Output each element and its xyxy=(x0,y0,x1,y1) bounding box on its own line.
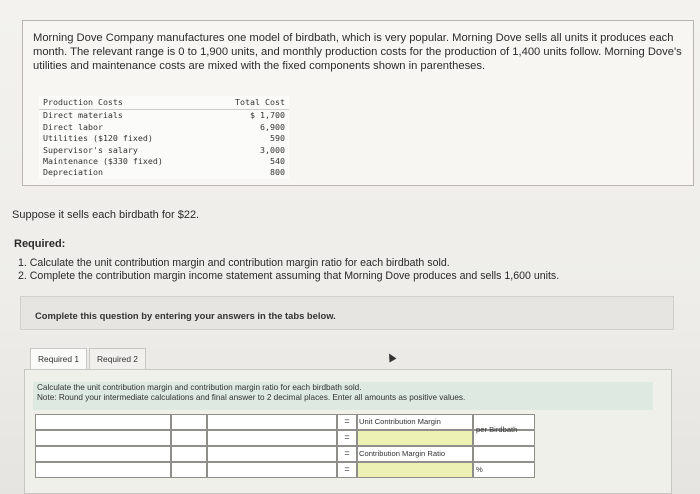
input-cell[interactable] xyxy=(35,446,171,462)
mouse-cursor-icon xyxy=(386,352,397,363)
header-label: Production Costs xyxy=(43,97,123,107)
grid-row-1 xyxy=(35,414,535,430)
problem-statement xyxy=(22,20,694,186)
cost-row-direct-labor xyxy=(39,122,289,133)
production-cost-table xyxy=(39,96,289,179)
cost-row-direct-materials xyxy=(39,110,289,121)
cost-value: 3,000 xyxy=(260,144,285,155)
input-cell[interactable] xyxy=(207,414,337,430)
required-heading: Required: xyxy=(14,238,66,250)
equals-sign: = xyxy=(344,448,350,458)
input-cell[interactable] xyxy=(207,430,337,446)
tab-required-1[interactable]: Required 1 xyxy=(30,348,87,370)
percent-label: % xyxy=(476,465,483,474)
cost-table-header xyxy=(39,96,289,110)
task-note: Note: Round your intermediate calculations and final answer to 2 decimal places. Enter all amounts as positive values. xyxy=(37,393,466,402)
input-cell[interactable] xyxy=(171,430,207,446)
selling-price-statement: Suppose it sells each birdbath for $22. xyxy=(12,209,200,221)
unit-contribution-margin-label: Unit Contribution Margin xyxy=(359,417,441,426)
cost-row-depreciation xyxy=(39,167,289,178)
cost-value: 6,900 xyxy=(260,121,285,132)
grid-row-2 xyxy=(35,425,535,446)
answer-tabs xyxy=(30,348,148,370)
input-cell[interactable] xyxy=(171,462,207,478)
cost-row-utilities xyxy=(39,133,289,144)
cost-label: Utilities ($120 fixed) xyxy=(43,133,153,144)
answer-grid xyxy=(35,414,535,478)
required-1-panel xyxy=(24,369,672,494)
unit-contribution-margin-input[interactable] xyxy=(357,430,473,446)
grid-row-4 xyxy=(35,462,535,478)
cost-row-maintenance xyxy=(39,156,289,167)
input-cell[interactable] xyxy=(171,446,207,462)
grid-row-3 xyxy=(35,446,535,462)
instruction-banner xyxy=(20,296,674,330)
input-cell[interactable] xyxy=(35,462,171,478)
task-instructions xyxy=(33,382,653,410)
cost-label: Supervisor's salary xyxy=(43,144,138,155)
equals-sign: = xyxy=(344,416,350,426)
requirement-2: 2. Complete the contribution margin income statement assuming that Morning Dove produces and sells 1,600 units. xyxy=(18,270,560,282)
input-cell[interactable] xyxy=(35,414,171,430)
equals-sign: = xyxy=(344,432,350,442)
cost-row-supervisor-salary xyxy=(39,145,289,156)
intro-text: Morning Dove Company manufactures one model of birdbath, which is very popular. Morning Dove sells all units it produces each month. The relevant range is 0 to 1,900 units, and monthly production costs for the production of 1,400 units follow. Morning Dove's utilities and maintenance costs are mixed with the fixed components shown in parentheses. xyxy=(33,32,682,72)
contribution-margin-ratio-input[interactable] xyxy=(357,462,473,478)
cost-label: Direct materials xyxy=(43,110,123,121)
instruction-text: Complete this question by entering your answers in the tabs below. xyxy=(35,310,336,321)
input-cell[interactable] xyxy=(171,414,207,430)
cost-value: $ 1,700 xyxy=(250,110,285,121)
cost-label: Maintenance ($330 fixed) xyxy=(43,156,163,167)
requirements-list xyxy=(18,257,559,283)
tab-required-2[interactable]: Required 2 xyxy=(89,348,146,370)
input-cell[interactable] xyxy=(207,446,337,462)
cost-label: Direct labor xyxy=(43,121,103,132)
input-cell[interactable] xyxy=(35,430,171,446)
cost-value: 800 xyxy=(270,167,285,178)
cost-value: 590 xyxy=(270,133,285,144)
task-line-1: Calculate the unit contribution margin and contribution margin ratio for each birdbath sold. xyxy=(37,383,362,392)
cost-value: 540 xyxy=(270,156,285,167)
contribution-margin-ratio-label: Contribution Margin Ratio xyxy=(359,449,446,458)
equals-sign: = xyxy=(344,464,350,474)
cost-label: Depreciation xyxy=(43,167,103,178)
per-birdbath-label: per Birdbath xyxy=(476,425,518,434)
header-value: Total Cost xyxy=(235,97,285,107)
requirement-1: 1. Calculate the unit contribution margin and contribution margin ratio for each birdbath sold. xyxy=(18,257,450,269)
input-cell[interactable] xyxy=(207,462,337,478)
blank-cell xyxy=(473,446,535,462)
